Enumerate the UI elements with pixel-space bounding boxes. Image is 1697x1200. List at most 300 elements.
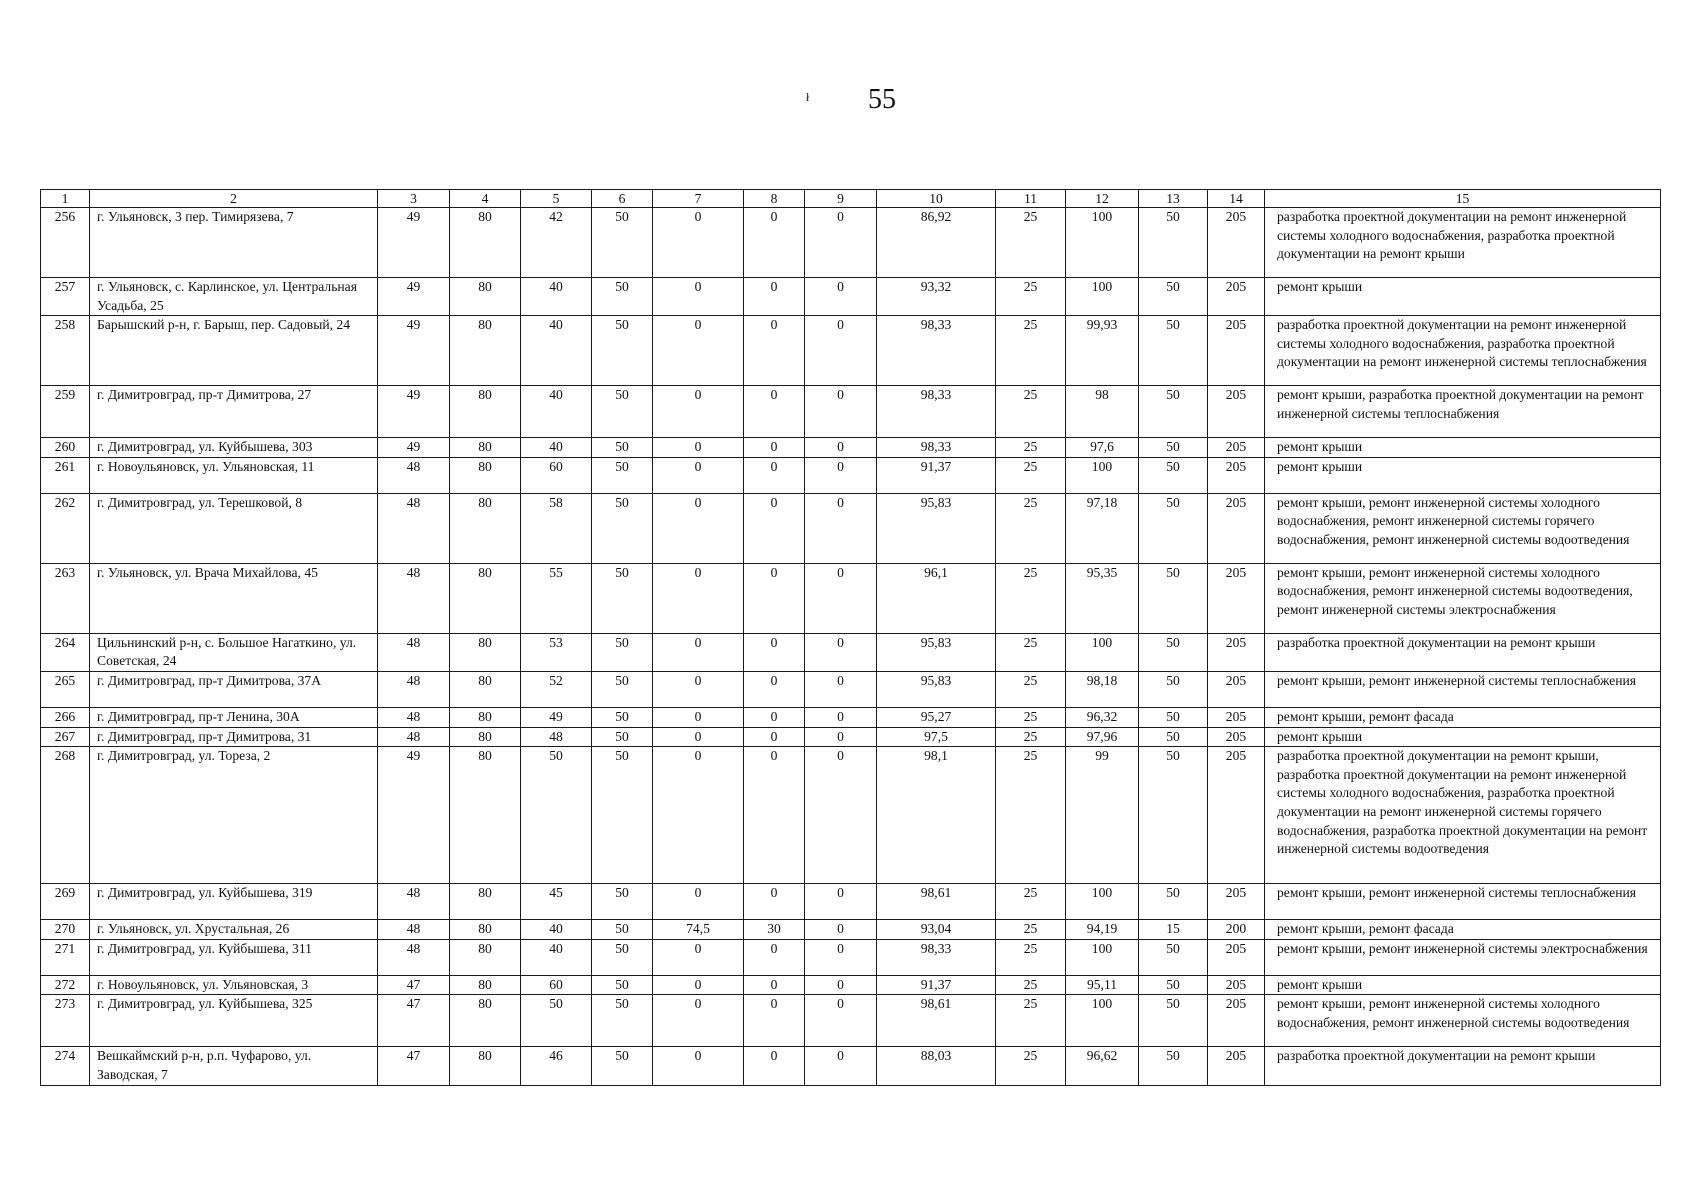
cell-col-5: 55	[521, 563, 592, 633]
cell-col-14: 205	[1208, 438, 1265, 458]
table-row	[41, 747, 1661, 884]
cell-col-10: 95,83	[877, 671, 996, 707]
cell-col-8: 0	[744, 633, 805, 671]
cell-col-6: 50	[592, 386, 653, 438]
cell-address: г. Димитровград, ул. Куйбышева, 303	[90, 438, 378, 458]
cell-col-12: 97,96	[1066, 727, 1139, 747]
cell-address: г. Димитровград, ул. Терешковой, 8	[90, 493, 378, 563]
cell-address: Вешкаймский р-н, р.п. Чуфарово, ул. Заводская, 7	[90, 1047, 378, 1085]
cell-col-8: 0	[744, 278, 805, 316]
cell-col-9: 0	[805, 920, 877, 940]
cell-col-11: 25	[996, 493, 1066, 563]
cell-col-8: 0	[744, 457, 805, 493]
cell-col-14: 205	[1208, 316, 1265, 386]
cell-col-6: 50	[592, 278, 653, 316]
cell-col-9: 0	[805, 386, 877, 438]
cell-col-4: 80	[450, 438, 521, 458]
cell-col-14: 205	[1208, 727, 1265, 747]
cell-address: г. Димитровград, ул. Куйбышева, 325	[90, 995, 378, 1047]
cell-col-12: 100	[1066, 939, 1139, 975]
cell-col-5: 50	[521, 995, 592, 1047]
cell-col-14: 205	[1208, 278, 1265, 316]
cell-col-10: 96,1	[877, 563, 996, 633]
cell-col-13: 50	[1139, 1047, 1208, 1085]
cell-col-8: 0	[744, 995, 805, 1047]
cell-col-3: 49	[378, 278, 450, 316]
cell-row-number: 270	[41, 920, 90, 940]
cell-address: г. Димитровград, пр-т Димитрова, 27	[90, 386, 378, 438]
header-cell-col-2: 2	[90, 190, 378, 208]
cell-col-14: 205	[1208, 563, 1265, 633]
cell-col-3: 48	[378, 707, 450, 727]
cell-row-number: 265	[41, 671, 90, 707]
page-number: 55	[868, 84, 896, 115]
cell-col-6: 50	[592, 747, 653, 884]
cell-col-7: 0	[653, 457, 744, 493]
cell-col-13: 50	[1139, 316, 1208, 386]
cell-col-11: 25	[996, 563, 1066, 633]
cell-col-14: 205	[1208, 884, 1265, 920]
cell-col-12: 100	[1066, 884, 1139, 920]
cell-col-4: 80	[450, 278, 521, 316]
cell-col-13: 50	[1139, 939, 1208, 975]
cell-row-number: 266	[41, 707, 90, 727]
cell-col-13: 50	[1139, 438, 1208, 458]
table-row	[41, 707, 1661, 727]
cell-col-11: 25	[996, 1047, 1066, 1085]
cell-col-4: 80	[450, 995, 521, 1047]
cell-address: г. Димитровград, ул. Тореза, 2	[90, 747, 378, 884]
cell-col-8: 0	[744, 884, 805, 920]
cell-col-8: 0	[744, 707, 805, 727]
cell-works-description: ремонт крыши, ремонт инженерной системы электроснабжения	[1265, 939, 1661, 975]
cell-col-5: 40	[521, 920, 592, 940]
cell-col-10: 88,03	[877, 1047, 996, 1085]
cell-col-9: 0	[805, 884, 877, 920]
cell-address: г. Димитровград, пр-т Ленина, 30А	[90, 707, 378, 727]
cell-col-7: 0	[653, 386, 744, 438]
cell-col-10: 93,32	[877, 278, 996, 316]
header-cell-col-3: 3	[378, 190, 450, 208]
cell-col-6: 50	[592, 1047, 653, 1085]
cell-col-7: 0	[653, 316, 744, 386]
cell-col-3: 48	[378, 920, 450, 940]
cell-col-9: 0	[805, 671, 877, 707]
cell-row-number: 269	[41, 884, 90, 920]
cell-col-7: 0	[653, 939, 744, 975]
cell-col-13: 50	[1139, 208, 1208, 278]
cell-col-8: 0	[744, 438, 805, 458]
cell-col-12: 95,35	[1066, 563, 1139, 633]
cell-col-3: 48	[378, 457, 450, 493]
cell-col-3: 48	[378, 727, 450, 747]
cell-col-4: 80	[450, 920, 521, 940]
cell-col-13: 50	[1139, 995, 1208, 1047]
cell-col-3: 48	[378, 633, 450, 671]
cell-col-11: 25	[996, 995, 1066, 1047]
cell-col-4: 80	[450, 975, 521, 995]
cell-col-10: 98,33	[877, 316, 996, 386]
cell-col-9: 0	[805, 939, 877, 975]
cell-col-11: 25	[996, 975, 1066, 995]
cell-col-7: 0	[653, 278, 744, 316]
table-row	[41, 316, 1661, 386]
cell-col-9: 0	[805, 438, 877, 458]
cell-address: г. Новоульяновск, ул. Ульяновская, 11	[90, 457, 378, 493]
cell-col-3: 49	[378, 747, 450, 884]
cell-row-number: 256	[41, 208, 90, 278]
cell-works-description: разработка проектной документации на ремонт инженерной системы холодного водоснабжения, разработка проектной документации на ремонт инженерной системы теплоснабжения	[1265, 316, 1661, 386]
cell-col-5: 52	[521, 671, 592, 707]
header-cell-col-6: 6	[592, 190, 653, 208]
cell-works-description: ремонт крыши, ремонт инженерной системы холодного водоснабжения, ремонт инженерной системы водоотведения	[1265, 995, 1661, 1047]
cell-col-5: 60	[521, 975, 592, 995]
cell-col-12: 99	[1066, 747, 1139, 884]
cell-col-10: 95,27	[877, 707, 996, 727]
cell-col-8: 0	[744, 671, 805, 707]
cell-col-13: 50	[1139, 457, 1208, 493]
cell-col-5: 50	[521, 747, 592, 884]
cell-col-11: 25	[996, 457, 1066, 493]
cell-col-12: 100	[1066, 208, 1139, 278]
cell-col-8: 30	[744, 920, 805, 940]
cell-col-10: 91,37	[877, 975, 996, 995]
table-row	[41, 920, 1661, 940]
cell-col-6: 50	[592, 633, 653, 671]
cell-col-11: 25	[996, 707, 1066, 727]
table-row	[41, 457, 1661, 493]
cell-col-10: 97,5	[877, 727, 996, 747]
cell-col-5: 45	[521, 884, 592, 920]
cell-col-6: 50	[592, 316, 653, 386]
cell-col-5: 40	[521, 939, 592, 975]
cell-row-number: 261	[41, 457, 90, 493]
cell-col-10: 93,04	[877, 920, 996, 940]
cell-col-4: 80	[450, 1047, 521, 1085]
cell-col-12: 100	[1066, 995, 1139, 1047]
cell-works-description: ремонт крыши	[1265, 975, 1661, 995]
cell-col-9: 0	[805, 747, 877, 884]
table-body	[41, 190, 1661, 1086]
cell-works-description: ремонт крыши, ремонт инженерной системы теплоснабжения	[1265, 884, 1661, 920]
cell-col-3: 47	[378, 1047, 450, 1085]
cell-col-9: 0	[805, 1047, 877, 1085]
cell-col-7: 0	[653, 563, 744, 633]
cell-col-12: 99,93	[1066, 316, 1139, 386]
cell-col-3: 48	[378, 884, 450, 920]
cell-col-14: 205	[1208, 1047, 1265, 1085]
header-cell-col-4: 4	[450, 190, 521, 208]
cell-col-12: 96,32	[1066, 707, 1139, 727]
cell-col-13: 50	[1139, 493, 1208, 563]
cell-col-9: 0	[805, 278, 877, 316]
cell-works-description: разработка проектной документации на ремонт крыши, разработка проектной документации на ремонт инженерной системы холодного водоснабжения, разработка проектной документации на ремонт инженерной системы горячего водоснабжения, разработка проектной документации на ремонт инженерной системы водоотведения	[1265, 747, 1661, 884]
page-mark: ł	[806, 90, 810, 104]
cell-row-number: 260	[41, 438, 90, 458]
table-row	[41, 633, 1661, 671]
cell-col-6: 50	[592, 995, 653, 1047]
cell-col-5: 49	[521, 707, 592, 727]
cell-col-4: 80	[450, 316, 521, 386]
cell-row-number: 262	[41, 493, 90, 563]
cell-col-8: 0	[744, 386, 805, 438]
cell-col-6: 50	[592, 457, 653, 493]
cell-col-3: 47	[378, 975, 450, 995]
cell-col-6: 50	[592, 707, 653, 727]
header-cell-col-1: 1	[41, 190, 90, 208]
cell-works-description: ремонт крыши	[1265, 278, 1661, 316]
cell-works-description: разработка проектной документации на ремонт крыши	[1265, 633, 1661, 671]
cell-col-11: 25	[996, 316, 1066, 386]
cell-col-7: 0	[653, 671, 744, 707]
cell-address: г. Новоульяновск, ул. Ульяновская, 3	[90, 975, 378, 995]
cell-col-12: 97,6	[1066, 438, 1139, 458]
cell-col-13: 50	[1139, 563, 1208, 633]
cell-col-14: 205	[1208, 457, 1265, 493]
cell-works-description: ремонт крыши	[1265, 727, 1661, 747]
cell-row-number: 259	[41, 386, 90, 438]
cell-col-10: 86,92	[877, 208, 996, 278]
cell-col-3: 48	[378, 671, 450, 707]
table-row	[41, 438, 1661, 458]
cell-col-9: 0	[805, 995, 877, 1047]
cell-col-13: 15	[1139, 920, 1208, 940]
table-row	[41, 1047, 1661, 1085]
cell-col-14: 205	[1208, 633, 1265, 671]
cell-address: Барышский р-н, г. Барыш, пер. Садовый, 24	[90, 316, 378, 386]
cell-col-4: 80	[450, 747, 521, 884]
cell-col-13: 50	[1139, 975, 1208, 995]
cell-col-6: 50	[592, 563, 653, 633]
cell-col-7: 0	[653, 995, 744, 1047]
cell-works-description: разработка проектной документации на ремонт крыши	[1265, 1047, 1661, 1085]
header-cell-col-13: 13	[1139, 190, 1208, 208]
cell-col-4: 80	[450, 386, 521, 438]
cell-col-14: 205	[1208, 975, 1265, 995]
cell-col-12: 97,18	[1066, 493, 1139, 563]
cell-col-11: 25	[996, 939, 1066, 975]
cell-col-12: 98,18	[1066, 671, 1139, 707]
header-cell-col-10: 10	[877, 190, 996, 208]
cell-col-6: 50	[592, 920, 653, 940]
header-cell-col-7: 7	[653, 190, 744, 208]
cell-col-3: 48	[378, 563, 450, 633]
cell-col-8: 0	[744, 727, 805, 747]
cell-col-4: 80	[450, 671, 521, 707]
cell-col-9: 0	[805, 316, 877, 386]
cell-col-6: 50	[592, 208, 653, 278]
cell-col-4: 80	[450, 707, 521, 727]
cell-works-description: ремонт крыши	[1265, 457, 1661, 493]
table-row	[41, 975, 1661, 995]
table-row	[41, 493, 1661, 563]
cell-col-12: 98	[1066, 386, 1139, 438]
cell-col-14: 205	[1208, 747, 1265, 884]
cell-col-10: 98,61	[877, 884, 996, 920]
cell-col-13: 50	[1139, 386, 1208, 438]
cell-col-11: 25	[996, 386, 1066, 438]
cell-col-8: 0	[744, 316, 805, 386]
cell-col-14: 205	[1208, 995, 1265, 1047]
header-cell-col-15: 15	[1265, 190, 1661, 208]
cell-col-8: 0	[744, 939, 805, 975]
cell-col-6: 50	[592, 727, 653, 747]
cell-col-5: 40	[521, 316, 592, 386]
cell-col-12: 100	[1066, 633, 1139, 671]
cell-row-number: 268	[41, 747, 90, 884]
cell-col-7: 0	[653, 633, 744, 671]
cell-col-11: 25	[996, 747, 1066, 884]
cell-works-description: ремонт крыши, ремонт инженерной системы холодного водоснабжения, ремонт инженерной системы водоотведения, ремонт инженерной системы электроснабжения	[1265, 563, 1661, 633]
table-row	[41, 208, 1661, 278]
cell-row-number: 264	[41, 633, 90, 671]
cell-col-6: 50	[592, 493, 653, 563]
cell-col-5: 58	[521, 493, 592, 563]
cell-col-3: 49	[378, 438, 450, 458]
cell-row-number: 272	[41, 975, 90, 995]
cell-col-6: 50	[592, 975, 653, 995]
cell-col-7: 0	[653, 208, 744, 278]
cell-col-4: 80	[450, 884, 521, 920]
cell-col-14: 205	[1208, 208, 1265, 278]
cell-col-8: 0	[744, 208, 805, 278]
cell-address: г. Димитровград, пр-т Димитрова, 31	[90, 727, 378, 747]
cell-address: г. Димитровград, пр-т Димитрова, 37А	[90, 671, 378, 707]
cell-col-7: 0	[653, 747, 744, 884]
cell-col-10: 95,83	[877, 633, 996, 671]
cell-col-4: 80	[450, 563, 521, 633]
cell-col-11: 25	[996, 671, 1066, 707]
cell-address: г. Димитровград, ул. Куйбышева, 311	[90, 939, 378, 975]
cell-col-5: 48	[521, 727, 592, 747]
cell-col-4: 80	[450, 939, 521, 975]
cell-col-13: 50	[1139, 884, 1208, 920]
cell-col-5: 40	[521, 278, 592, 316]
cell-col-14: 205	[1208, 671, 1265, 707]
cell-col-7: 0	[653, 1047, 744, 1085]
cell-col-6: 50	[592, 939, 653, 975]
cell-col-9: 0	[805, 563, 877, 633]
cell-col-6: 50	[592, 438, 653, 458]
cell-col-3: 49	[378, 316, 450, 386]
cell-col-10: 98,33	[877, 386, 996, 438]
cell-row-number: 263	[41, 563, 90, 633]
cell-col-8: 0	[744, 563, 805, 633]
header-cell-col-9: 9	[805, 190, 877, 208]
cell-col-8: 0	[744, 493, 805, 563]
table-row	[41, 563, 1661, 633]
cell-works-description: ремонт крыши, ремонт инженерной системы теплоснабжения	[1265, 671, 1661, 707]
cell-col-5: 40	[521, 386, 592, 438]
cell-col-10: 91,37	[877, 457, 996, 493]
cell-col-7: 0	[653, 493, 744, 563]
cell-address: г. Ульяновск, ул. Врача Михайлова, 45	[90, 563, 378, 633]
cell-col-11: 25	[996, 208, 1066, 278]
cell-col-3: 49	[378, 208, 450, 278]
cell-col-9: 0	[805, 707, 877, 727]
cell-col-14: 205	[1208, 707, 1265, 727]
cell-address: г. Димитровград, ул. Куйбышева, 319	[90, 884, 378, 920]
cell-col-9: 0	[805, 633, 877, 671]
cell-col-5: 60	[521, 457, 592, 493]
cell-col-14: 205	[1208, 493, 1265, 563]
table-row	[41, 884, 1661, 920]
cell-col-7: 0	[653, 727, 744, 747]
cell-works-description: ремонт крыши, ремонт инженерной системы холодного водоснабжения, ремонт инженерной системы горячего водоснабжения, ремонт инженерной системы водоотведения	[1265, 493, 1661, 563]
cell-address: г. Ульяновск, 3 пер. Тимирязева, 7	[90, 208, 378, 278]
cell-col-12: 94,19	[1066, 920, 1139, 940]
cell-col-8: 0	[744, 747, 805, 884]
cell-col-14: 200	[1208, 920, 1265, 940]
register-table	[40, 189, 1661, 1086]
cell-col-7: 0	[653, 438, 744, 458]
cell-col-13: 50	[1139, 671, 1208, 707]
table-row	[41, 386, 1661, 438]
cell-col-11: 25	[996, 278, 1066, 316]
cell-col-10: 98,33	[877, 939, 996, 975]
cell-works-description: ремонт крыши, ремонт фасада	[1265, 920, 1661, 940]
cell-col-3: 48	[378, 493, 450, 563]
cell-row-number: 257	[41, 278, 90, 316]
cell-row-number: 273	[41, 995, 90, 1047]
cell-col-4: 80	[450, 208, 521, 278]
cell-col-13: 50	[1139, 747, 1208, 884]
header-row	[41, 190, 1661, 208]
header-cell-col-8: 8	[744, 190, 805, 208]
cell-works-description: ремонт крыши	[1265, 438, 1661, 458]
cell-col-9: 0	[805, 975, 877, 995]
cell-col-5: 42	[521, 208, 592, 278]
cell-works-description: ремонт крыши, разработка проектной документации на ремонт инженерной системы теплоснабжения	[1265, 386, 1661, 438]
cell-row-number: 271	[41, 939, 90, 975]
cell-col-12: 96,62	[1066, 1047, 1139, 1085]
cell-col-12: 100	[1066, 457, 1139, 493]
cell-address: г. Ульяновск, с. Карлинское, ул. Центральная Усадьба, 25	[90, 278, 378, 316]
cell-col-11: 25	[996, 884, 1066, 920]
cell-col-13: 50	[1139, 278, 1208, 316]
cell-col-5: 53	[521, 633, 592, 671]
cell-col-6: 50	[592, 671, 653, 707]
table-row	[41, 727, 1661, 747]
cell-row-number: 258	[41, 316, 90, 386]
cell-col-5: 46	[521, 1047, 592, 1085]
table-row	[41, 939, 1661, 975]
cell-col-13: 50	[1139, 707, 1208, 727]
cell-col-8: 0	[744, 975, 805, 995]
cell-col-4: 80	[450, 727, 521, 747]
cell-col-10: 98,1	[877, 747, 996, 884]
cell-col-8: 0	[744, 1047, 805, 1085]
cell-col-14: 205	[1208, 386, 1265, 438]
cell-col-4: 80	[450, 457, 521, 493]
cell-col-4: 80	[450, 493, 521, 563]
cell-col-11: 25	[996, 633, 1066, 671]
cell-address: Цильнинский р-н, с. Большое Нагаткино, ул. Советская, 24	[90, 633, 378, 671]
cell-col-13: 50	[1139, 633, 1208, 671]
cell-col-9: 0	[805, 727, 877, 747]
header-cell-col-5: 5	[521, 190, 592, 208]
cell-address: г. Ульяновск, ул. Хрустальная, 26	[90, 920, 378, 940]
cell-col-13: 50	[1139, 727, 1208, 747]
cell-row-number: 267	[41, 727, 90, 747]
cell-col-11: 25	[996, 438, 1066, 458]
cell-col-10: 98,61	[877, 995, 996, 1047]
cell-col-10: 95,83	[877, 493, 996, 563]
header-cell-col-12: 12	[1066, 190, 1139, 208]
cell-col-5: 40	[521, 438, 592, 458]
cell-col-3: 47	[378, 995, 450, 1047]
cell-col-3: 48	[378, 939, 450, 975]
